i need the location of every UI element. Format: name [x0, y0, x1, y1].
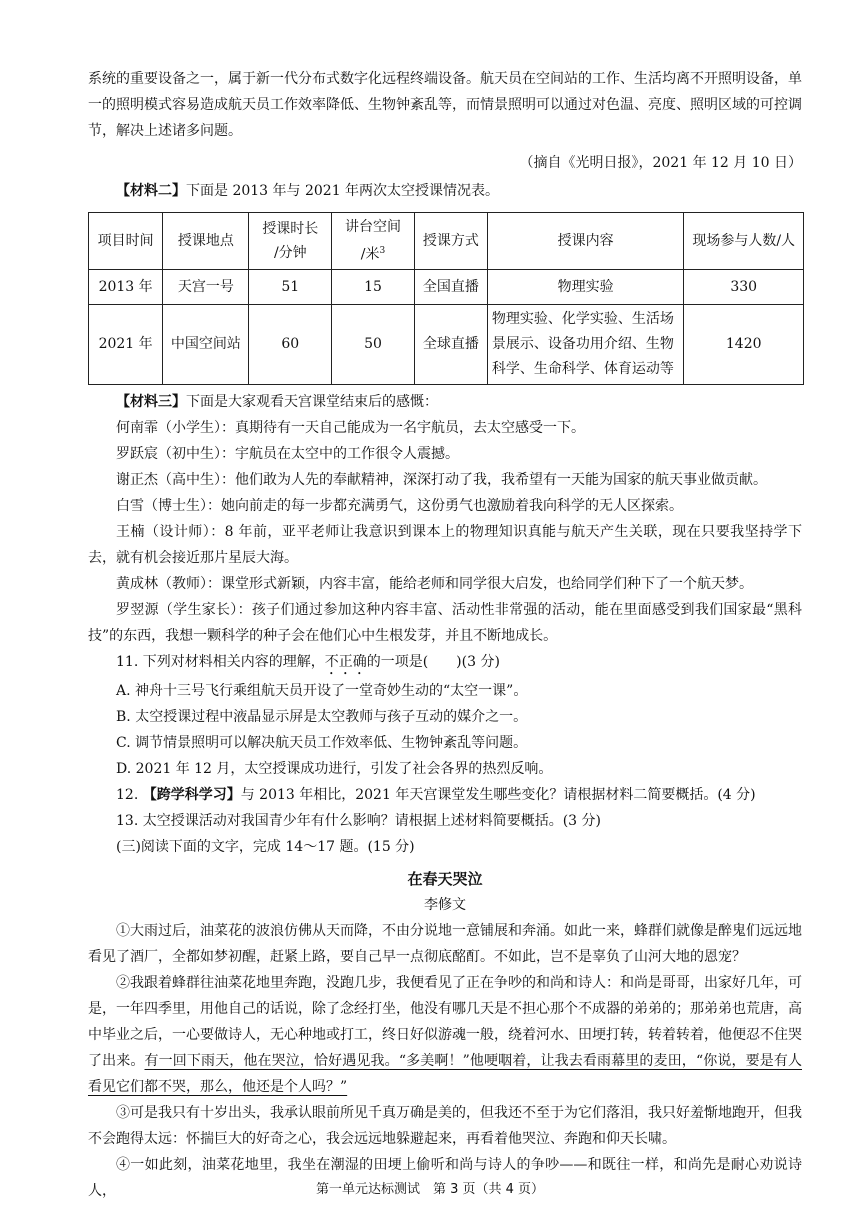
- option-d: D. 2021 年 12 月，太空授课成功进行，引发了社会各界的热烈反响。: [116, 760, 553, 777]
- intro-paragraph: 系统的重要设备之一，属于新一代分布式数字化远程终端设备。航天员在空间站的工作、生活均离不开照明设备，单一的照明模式容易造成航天员工作效率降低、生物钟紊乱等，而情景照明可以通过对色温、亮度、照明区域的可控调节，解决上述诸多问题。: [88, 71, 802, 139]
- comment-item: 黄成林（教师）：课堂形式新颖，内容丰富，能给老师和同学很大启发，也给同学们种下了一个航天梦。: [116, 575, 753, 592]
- header-time: 项目时间: [89, 213, 163, 270]
- table-row: [89, 269, 804, 304]
- material2-heading: [88, 178, 802, 204]
- option-b: B. 太空授课过程中液晶显示屏是太空教师与孩子互动的媒介之一。: [116, 708, 528, 725]
- section-three-heading: (三)阅读下面的文字，完成 14～17 题。(15 分): [116, 838, 415, 855]
- table-header-row: [89, 213, 804, 270]
- cell-year: 2013 年: [89, 269, 163, 304]
- page-body: [88, 66, 802, 1204]
- article-paragraph-3: ③可是我只有十岁出头，我承认眼前所见千真万确是美的，但我还不至于为它们落泪，我只好羞惭地跑开，但我不会跑得太远：怀揣巨大的好奇之心，我会远远地躲避起来，再看着他哭泣、奔跑和仰天长啸。: [88, 1104, 802, 1147]
- comment-item: 王楠（设计师）：8 年前，亚平老师让我意识到课本上的物理知识真能与航天产生关联，现在只要我坚持学下去，就有机会接近那片星辰大海。: [88, 523, 802, 566]
- material3-tag: 【材料三】: [116, 393, 186, 410]
- cell-people: 330: [684, 269, 804, 304]
- cell-mode: 全球直播: [414, 304, 487, 384]
- comment-item: 白雪（博士生）：她向前走的每一步都充满勇气，这份勇气也激励着我向科学的无人区探索。: [116, 497, 683, 514]
- table-row: [89, 304, 804, 384]
- material3-heading: [88, 389, 802, 415]
- article-paragraph-4: ④一如此刻，油菜花地里，我坐在潮湿的田埂上偷听和尚与诗人的争吵——和既往一样，和尚先是耐心劝说诗人，: [88, 1156, 802, 1199]
- comment-item: 谢正杰（高中生）：他们敢为人先的奉献精神，深深打动了我，我希望有一天能为国家的航天事业做贡献。: [116, 471, 767, 488]
- cell-content: 物理实验、化学实验、生活场景展示、设备功用介绍、生物科学、生命科学、体育运动等: [487, 304, 684, 384]
- article-title: 在春天哭泣: [407, 869, 483, 888]
- comment-item: 罗翌源（学生家长）：孩子们通过参加这种内容丰富、活动性非常强的活动，能在里面感受到我们国家最“黑科技”的东西，我想一颗科学的种子会在他们心中生根发芽，并且不断地成长。: [88, 601, 802, 644]
- material2-intro: 下面是 2013 年与 2021 年两次太空授课情况表。: [186, 183, 500, 199]
- page-footer: 第一单元达标测试 第 3 页（共 4 页）: [315, 1182, 545, 1197]
- emphasis-not-correct: 不正确: [324, 653, 367, 670]
- question-12: 12. 【跨学科学习】与 2013 年相比，2021 年天宫课堂发生哪些变化？请根据材料二简要概括。(4 分): [116, 786, 756, 803]
- header-duration: 授课时长 /分钟: [249, 213, 332, 270]
- header-space: 讲台空间 /米$^3$: [332, 213, 415, 270]
- underlined-sentence: 有一回下雨天，他在哭泣，恰好遇见我。“多美啊！”他哽咽着，让我去看雨幕里的麦田，“你说，要是有人看见它们都不哭，那么，他还是个人吗？”: [88, 1052, 802, 1095]
- intro-source: （摘自《光明日报》，2021 年 12 月 10 日）: [519, 155, 802, 171]
- option-c: C. 调节情景照明可以解决航天员工作效率低、生物钟紊乱等问题。: [116, 734, 528, 751]
- cell-place: 天宫一号: [163, 269, 249, 304]
- article-paragraph-1: ①大雨过后，油菜花的波浪仿佛从天而降，不由分说地一意铺展和奔涌。如此一来，蜂群们就像是醉鬼们远远地看见了酒厂，全都如梦初醒，赶紧上路，要自己早一点彻底酩酊。不如此，岂不是辜负了山河大地的恩宠？: [88, 922, 802, 965]
- cell-duration: 51: [249, 269, 332, 304]
- header-content: 授课内容: [487, 213, 684, 270]
- lesson-comparison-table: [88, 212, 804, 385]
- option-a: A. 神舟十三号飞行乘组航天员开设了一堂奇妙生动的“太空一课”。: [116, 682, 528, 699]
- cell-space: 50: [332, 304, 415, 384]
- header-people: 现场参与人数/人: [684, 213, 804, 270]
- article-paragraph-2: ②我跟着蜂群往油菜花地里奔跑，没跑几步，我便看见了正在争吵的和尚和诗人：和尚是哥哥，出家好几年，可是，一年四季里，用他自己的话说，除了念经打坐，他没有哪几天是不担心那个不成器的弟弟的；那弟弟也荒唐，高中毕业之后，一心要做诗人，无心种地或打工，终日好似游魂一般，绕着河水、田埂打转，转着转着，他便忍不住哭了出来。有一回下雨天，他在哭泣，恰好遇见我。“多美啊！”他哽咽着，让我去看雨幕里的麦田，“你说，要是有人看见它们都不哭，那么，他还是个人吗？”: [88, 974, 802, 1095]
- material2-tag: 【材料二】: [116, 183, 186, 199]
- question-11: 11. 下列对材料相关内容的理解，不正确的一项是( )(3 分): [116, 653, 500, 670]
- cell-place: 中国空间站: [163, 304, 249, 384]
- comment-item: 何南霏（小学生）：真期待有一天自己能成为一名宇航员，去太空感受一下。: [116, 419, 585, 436]
- cell-duration: 60: [249, 304, 332, 384]
- cell-content: 物理实验: [487, 269, 684, 304]
- cross-discipline-tag: 【跨学科学习】: [142, 786, 241, 803]
- header-place: 授课地点: [163, 213, 249, 270]
- cell-people: 1420: [684, 304, 804, 384]
- material3-intro: 下面是大家观看天宫课堂结束后的感慨：: [186, 393, 438, 410]
- cell-mode: 全国直播: [414, 269, 487, 304]
- cell-space: 15: [332, 269, 415, 304]
- article-author: 李修文: [424, 896, 466, 913]
- comment-item: 罗跃宸（初中生）：宇航员在太空中的工作很令人震撼。: [116, 445, 459, 462]
- question-13: 13. 太空授课活动对我国青少年有什么影响？请根据上述材料简要概括。(3 分): [116, 812, 601, 829]
- header-mode: 授课方式: [414, 213, 487, 270]
- cell-year: 2021 年: [89, 304, 163, 384]
